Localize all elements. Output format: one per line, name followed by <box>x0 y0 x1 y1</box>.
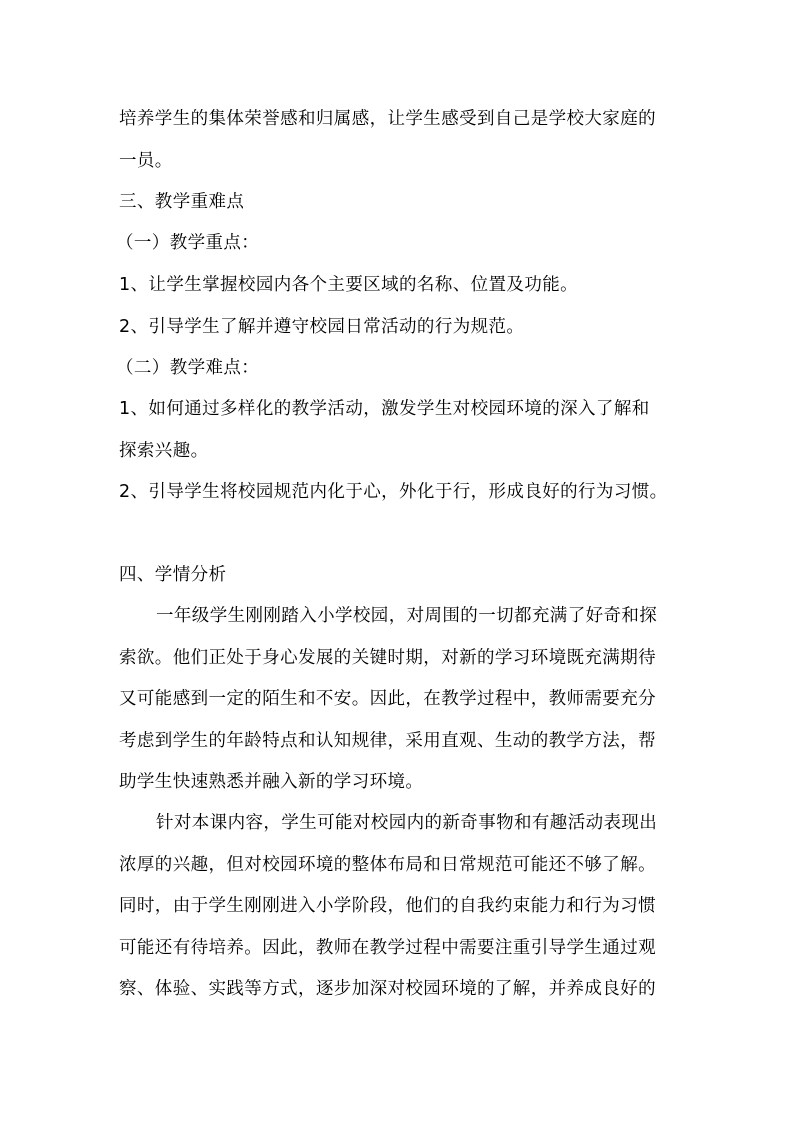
subsection-heading: （二）教学难点： <box>116 358 260 378</box>
paragraph-line: 察、体验、实践等方式，逐步加深对校园环境的了解，并养成良好的 <box>119 979 656 999</box>
list-item: 2、引导学生了解并遵守校园日常活动的行为规范。 <box>119 317 525 337</box>
section-heading: 三、教学重难点 <box>119 192 245 212</box>
paragraph-line: 一年级学生刚刚踏入小学校园，对周围的一切都充满了好奇和探 <box>156 606 658 626</box>
paragraph-line: 针对本课内容，学生可能对校园内的新奇事物和有趣活动表现出 <box>156 813 658 833</box>
intro-text-line: 培养学生的集体荣誉感和归属感，让学生感受到自己是学校大家庭的 <box>119 109 656 129</box>
list-item-continuation: 探索兴趣。 <box>119 441 209 461</box>
paragraph-line: 索欲。他们正处于身心发展的关键时期，对新的学习环境既充满期待 <box>119 648 656 668</box>
paragraph-line: 又可能感到一定的陌生和不安。因此，在教学过程中，教师需要充分 <box>119 689 656 709</box>
subsection-heading: （一）教学重点： <box>116 233 260 253</box>
list-item: 1、如何通过多样化的教学活动，激发学生对校园环境的深入了解和 <box>119 399 650 419</box>
paragraph-line: 可能还有待培养。因此，教师在教学过程中需要注重引导学生通过观 <box>119 938 656 958</box>
intro-text-line: 一员。 <box>119 151 173 171</box>
paragraph-line: 浓厚的兴趣，但对校园环境的整体布局和日常规范可能还不够了解。 <box>119 855 656 875</box>
paragraph-line: 助学生快速熟悉并融入新的学习环境。 <box>119 772 424 792</box>
list-item: 2、引导学生将校园规范内化于心，外化于行，形成良好的行为习惯。 <box>119 482 668 502</box>
list-item: 1、让学生掌握校园内各个主要区域的名称、位置及功能。 <box>119 275 579 295</box>
paragraph-line: 同时，由于学生刚刚进入小学阶段，他们的自我约束能力和行为习惯 <box>119 896 656 916</box>
section-heading: 四、学情分析 <box>119 565 227 585</box>
paragraph-line: 考虑到学生的年龄特点和认知规律，采用直观、生动的教学方法，帮 <box>119 731 656 751</box>
